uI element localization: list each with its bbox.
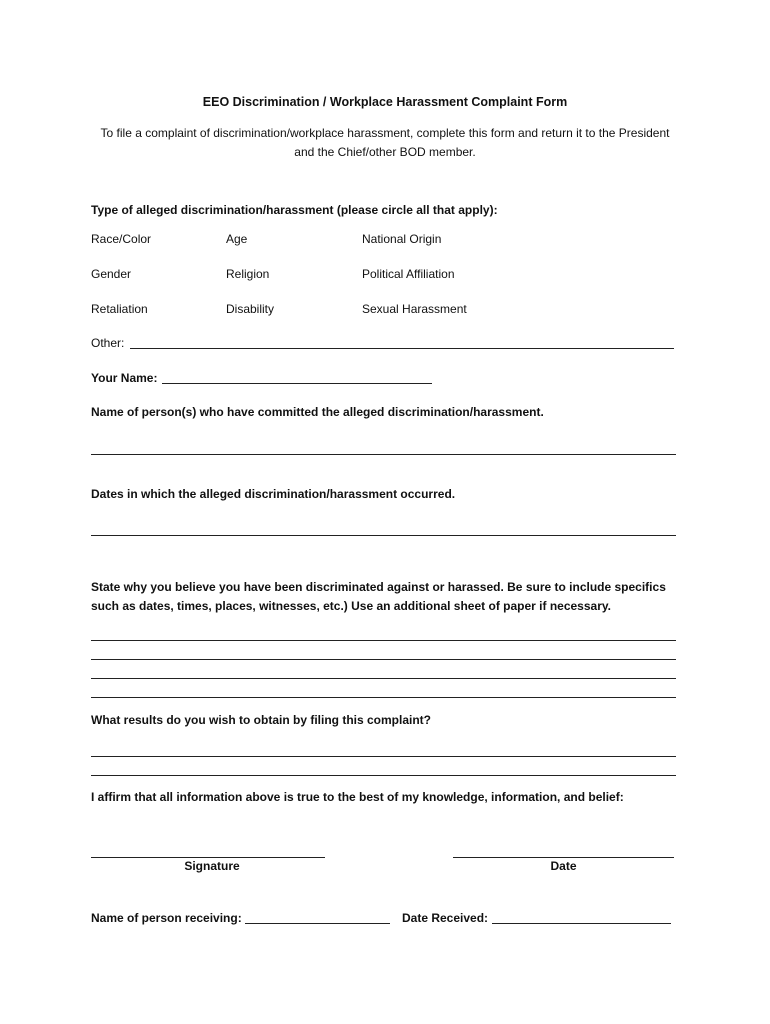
results-line[interactable] (91, 775, 676, 776)
other-label: Other: (91, 336, 125, 350)
date-received-label: Date Received: (402, 911, 489, 925)
form-title: EEO Discrimination / Workplace Harassment Complaint Form (202, 95, 568, 109)
signature-label: Signature (184, 859, 240, 873)
statement-question: State why you believe you have been discriminated against or harassed. Be sure to include specifics such as dates, times, places, witnesses, etc.) Use an additional sheet of paper if necessary. (91, 580, 666, 613)
receiver-label: Name of person receiving: (91, 911, 242, 925)
statement-line[interactable] (91, 659, 676, 660)
types-heading: Type of alleged discrimination/harassment (please circle all that apply): (91, 203, 498, 217)
persons-question: Name of person(s) who have committed the alleged discrimination/harassment. (91, 405, 544, 419)
persons-field[interactable] (91, 454, 676, 455)
option-national-origin[interactable]: National Origin (362, 232, 442, 246)
option-sexual-harassment[interactable]: Sexual Harassment (362, 302, 467, 316)
dates-question: Dates in which the alleged discrimination/harassment occurred. (91, 487, 456, 501)
date-label: Date (550, 859, 577, 873)
statement-line[interactable] (91, 697, 676, 698)
form-intro: To file a complaint of discrimination/workplace harassment, complete this form and return it to the President and the Chief/other BOD member. (100, 126, 670, 159)
affirmation-text: I affirm that all information above is true to the best of my knowledge, information, and belief: (91, 790, 624, 804)
receiver-field[interactable] (245, 923, 390, 924)
statement-line[interactable] (91, 640, 676, 641)
results-question: What results do you wish to obtain by filing this complaint? (91, 713, 432, 727)
your-name-label: Your Name: (91, 371, 158, 385)
your-name-field[interactable] (162, 383, 432, 384)
results-line[interactable] (91, 756, 676, 757)
option-retaliation[interactable]: Retaliation (91, 302, 148, 316)
option-disability[interactable]: Disability (226, 302, 275, 316)
date-received-field[interactable] (492, 923, 671, 924)
statement-line[interactable] (91, 678, 676, 679)
option-age[interactable]: Age (226, 232, 248, 246)
option-race-color[interactable]: Race/Color (91, 232, 152, 246)
option-political-affiliation[interactable]: Political Affiliation (362, 267, 455, 281)
dates-field[interactable] (91, 535, 676, 536)
other-field[interactable] (130, 348, 674, 349)
option-gender[interactable]: Gender (91, 267, 132, 281)
option-religion[interactable]: Religion (226, 267, 270, 281)
